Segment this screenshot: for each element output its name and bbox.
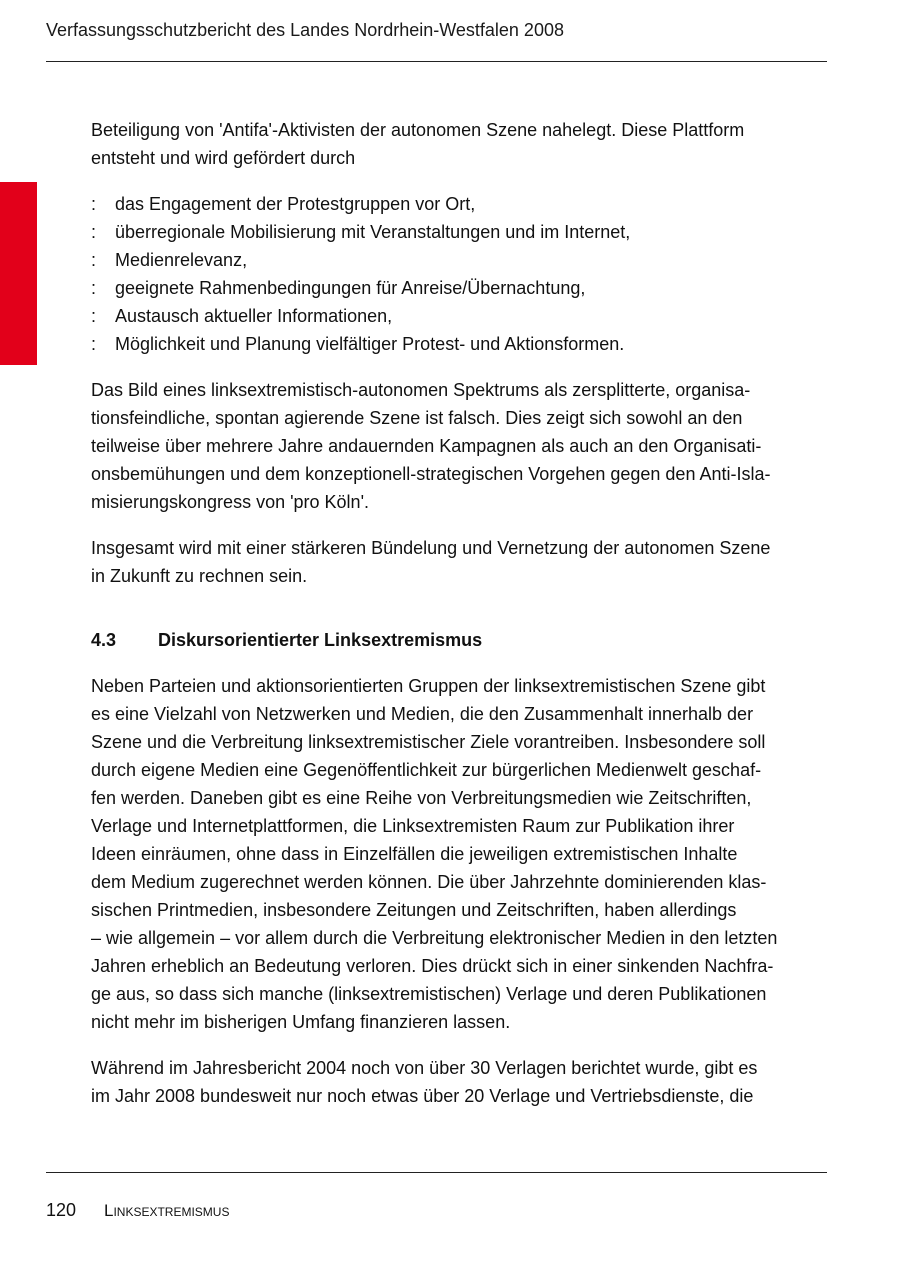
text-line: es eine Vielzahl von Netzwerken und Medien, die den Zusammenhalt innerhalb der (91, 704, 754, 724)
text-line: sischen Printmedien, insbesondere Zeitungen und Zeitschriften, haben allerdings (91, 900, 737, 920)
header-rule (46, 61, 827, 62)
text-line: Jahren erheblich an Bedeutung verloren. Dies drückt sich in einer sinkenden Nachfra- (91, 956, 774, 976)
list-item (91, 302, 831, 330)
list-item-text: Möglichkeit und Planung vielfältiger Protest- und Aktionsformen. (115, 334, 625, 354)
text-line: fen werden. Daneben gibt es eine Reihe von Verbreitungsmedien wie Zeitschriften, (91, 788, 752, 808)
bullet-marker: : (91, 334, 97, 354)
text-line: onsbemühungen und dem konzeptionell-strategischen Vorgehen gegen den Anti-Isla- (91, 464, 771, 484)
list-item-text: Medienrelevanz, (115, 250, 248, 270)
paragraph-3 (91, 672, 831, 1036)
text-line: durch eigene Medien eine Gegenöffentlichkeit zur bürgerlichen Medienwelt geschaf- (91, 760, 762, 780)
text-line: ge aus, so dass sich manche (linksextremistischen) Verlage und deren Publikationen (91, 984, 767, 1004)
text-line: Während im Jahresbericht 2004 noch von über 30 Verlagen berichtet wurde, gibt es (91, 1058, 758, 1078)
bullet-marker: : (91, 222, 97, 242)
text-line: – wie allgemein – vor allem durch die Verbreitung elektronischer Medien in den letzten (91, 928, 778, 948)
text-line: Szene und die Verbreitung linksextremistischer Ziele vorantreiben. Insbesondere soll (91, 732, 766, 752)
paragraph-4 (91, 1054, 831, 1110)
bullet-marker: : (91, 278, 97, 298)
text-line: teilweise über mehrere Jahre andauernden Kampagnen als auch an den Organisati- (91, 436, 762, 456)
text-line: tionsfeindliche, spontan agierende Szene ist falsch. Dies zeigt sich sowohl an den (91, 408, 743, 428)
text-line: dem Medium zugerechnet werden können. Die über Jahrzehnte dominierenden klas- (91, 872, 767, 892)
text-line: entsteht und wird gefördert durch (91, 148, 356, 168)
section-number: 4.3 (91, 630, 117, 650)
running-header-title: Verfassungsschutzbericht des Landes Nordrhein-Westfalen 2008 (46, 20, 564, 40)
text-line: im Jahr 2008 bundesweit nur noch etwas über 20 Verlage und Vertriebsdienste, die (91, 1086, 754, 1106)
list-item-text: das Engagement der Protestgruppen vor Ort, (115, 194, 476, 214)
paragraph-2 (91, 534, 831, 590)
text-line: Insgesamt wird mit einer stärkeren Bündelung und Vernetzung der autonomen Szene (91, 538, 771, 558)
text-line: Beteiligung von 'Antifa'-Aktivisten der autonomen Szene nahelegt. Diese Plattform (91, 120, 745, 140)
footer-rule (46, 1172, 827, 1173)
text-line: Ideen einräumen, ohne dass in Einzelfällen die jeweiligen extremistischen Inhalte (91, 844, 738, 864)
footer-section-label: Linksextremismus (104, 1201, 230, 1220)
section-heading (91, 626, 831, 654)
page-body (91, 116, 831, 1110)
bullet-marker: : (91, 306, 97, 326)
text-line: Neben Parteien und aktionsorientierten Gruppen der linksextremistischen Szene gibt (91, 676, 766, 696)
list-item (91, 246, 831, 274)
list-item (91, 218, 831, 246)
chapter-marker-tab (0, 182, 37, 365)
list-item (91, 274, 831, 302)
running-footer (46, 1198, 229, 1223)
page-number: 120 (46, 1200, 77, 1220)
bullet-marker: : (91, 250, 97, 270)
text-line: Verlage und Internetplattformen, die Linksextremisten Raum zur Publikation ihrer (91, 816, 735, 836)
paragraph-1 (91, 376, 831, 516)
list-item-text: überregionale Mobilisierung mit Veranstaltungen und im Internet, (115, 222, 631, 242)
bullet-marker: : (91, 194, 97, 214)
list-item-text: geeignete Rahmenbedingungen für Anreise/Übernachtung, (115, 278, 586, 298)
list-item (91, 190, 831, 218)
intro-paragraph (91, 116, 831, 172)
text-line: Das Bild eines linksextremistisch-autonomen Spektrums als zersplitterte, organisa- (91, 380, 751, 400)
text-line: misierungskongress von 'pro Köln'. (91, 492, 370, 512)
list-item (91, 330, 831, 358)
text-line: nicht mehr im bisherigen Umfang finanzieren lassen. (91, 1012, 511, 1032)
list-item-text: Austausch aktueller Informationen, (115, 306, 393, 326)
text-line: in Zukunft zu rechnen sein. (91, 566, 308, 586)
bullet-list (91, 190, 831, 358)
section-title: Diskursorientierter Linksextremismus (158, 630, 483, 650)
